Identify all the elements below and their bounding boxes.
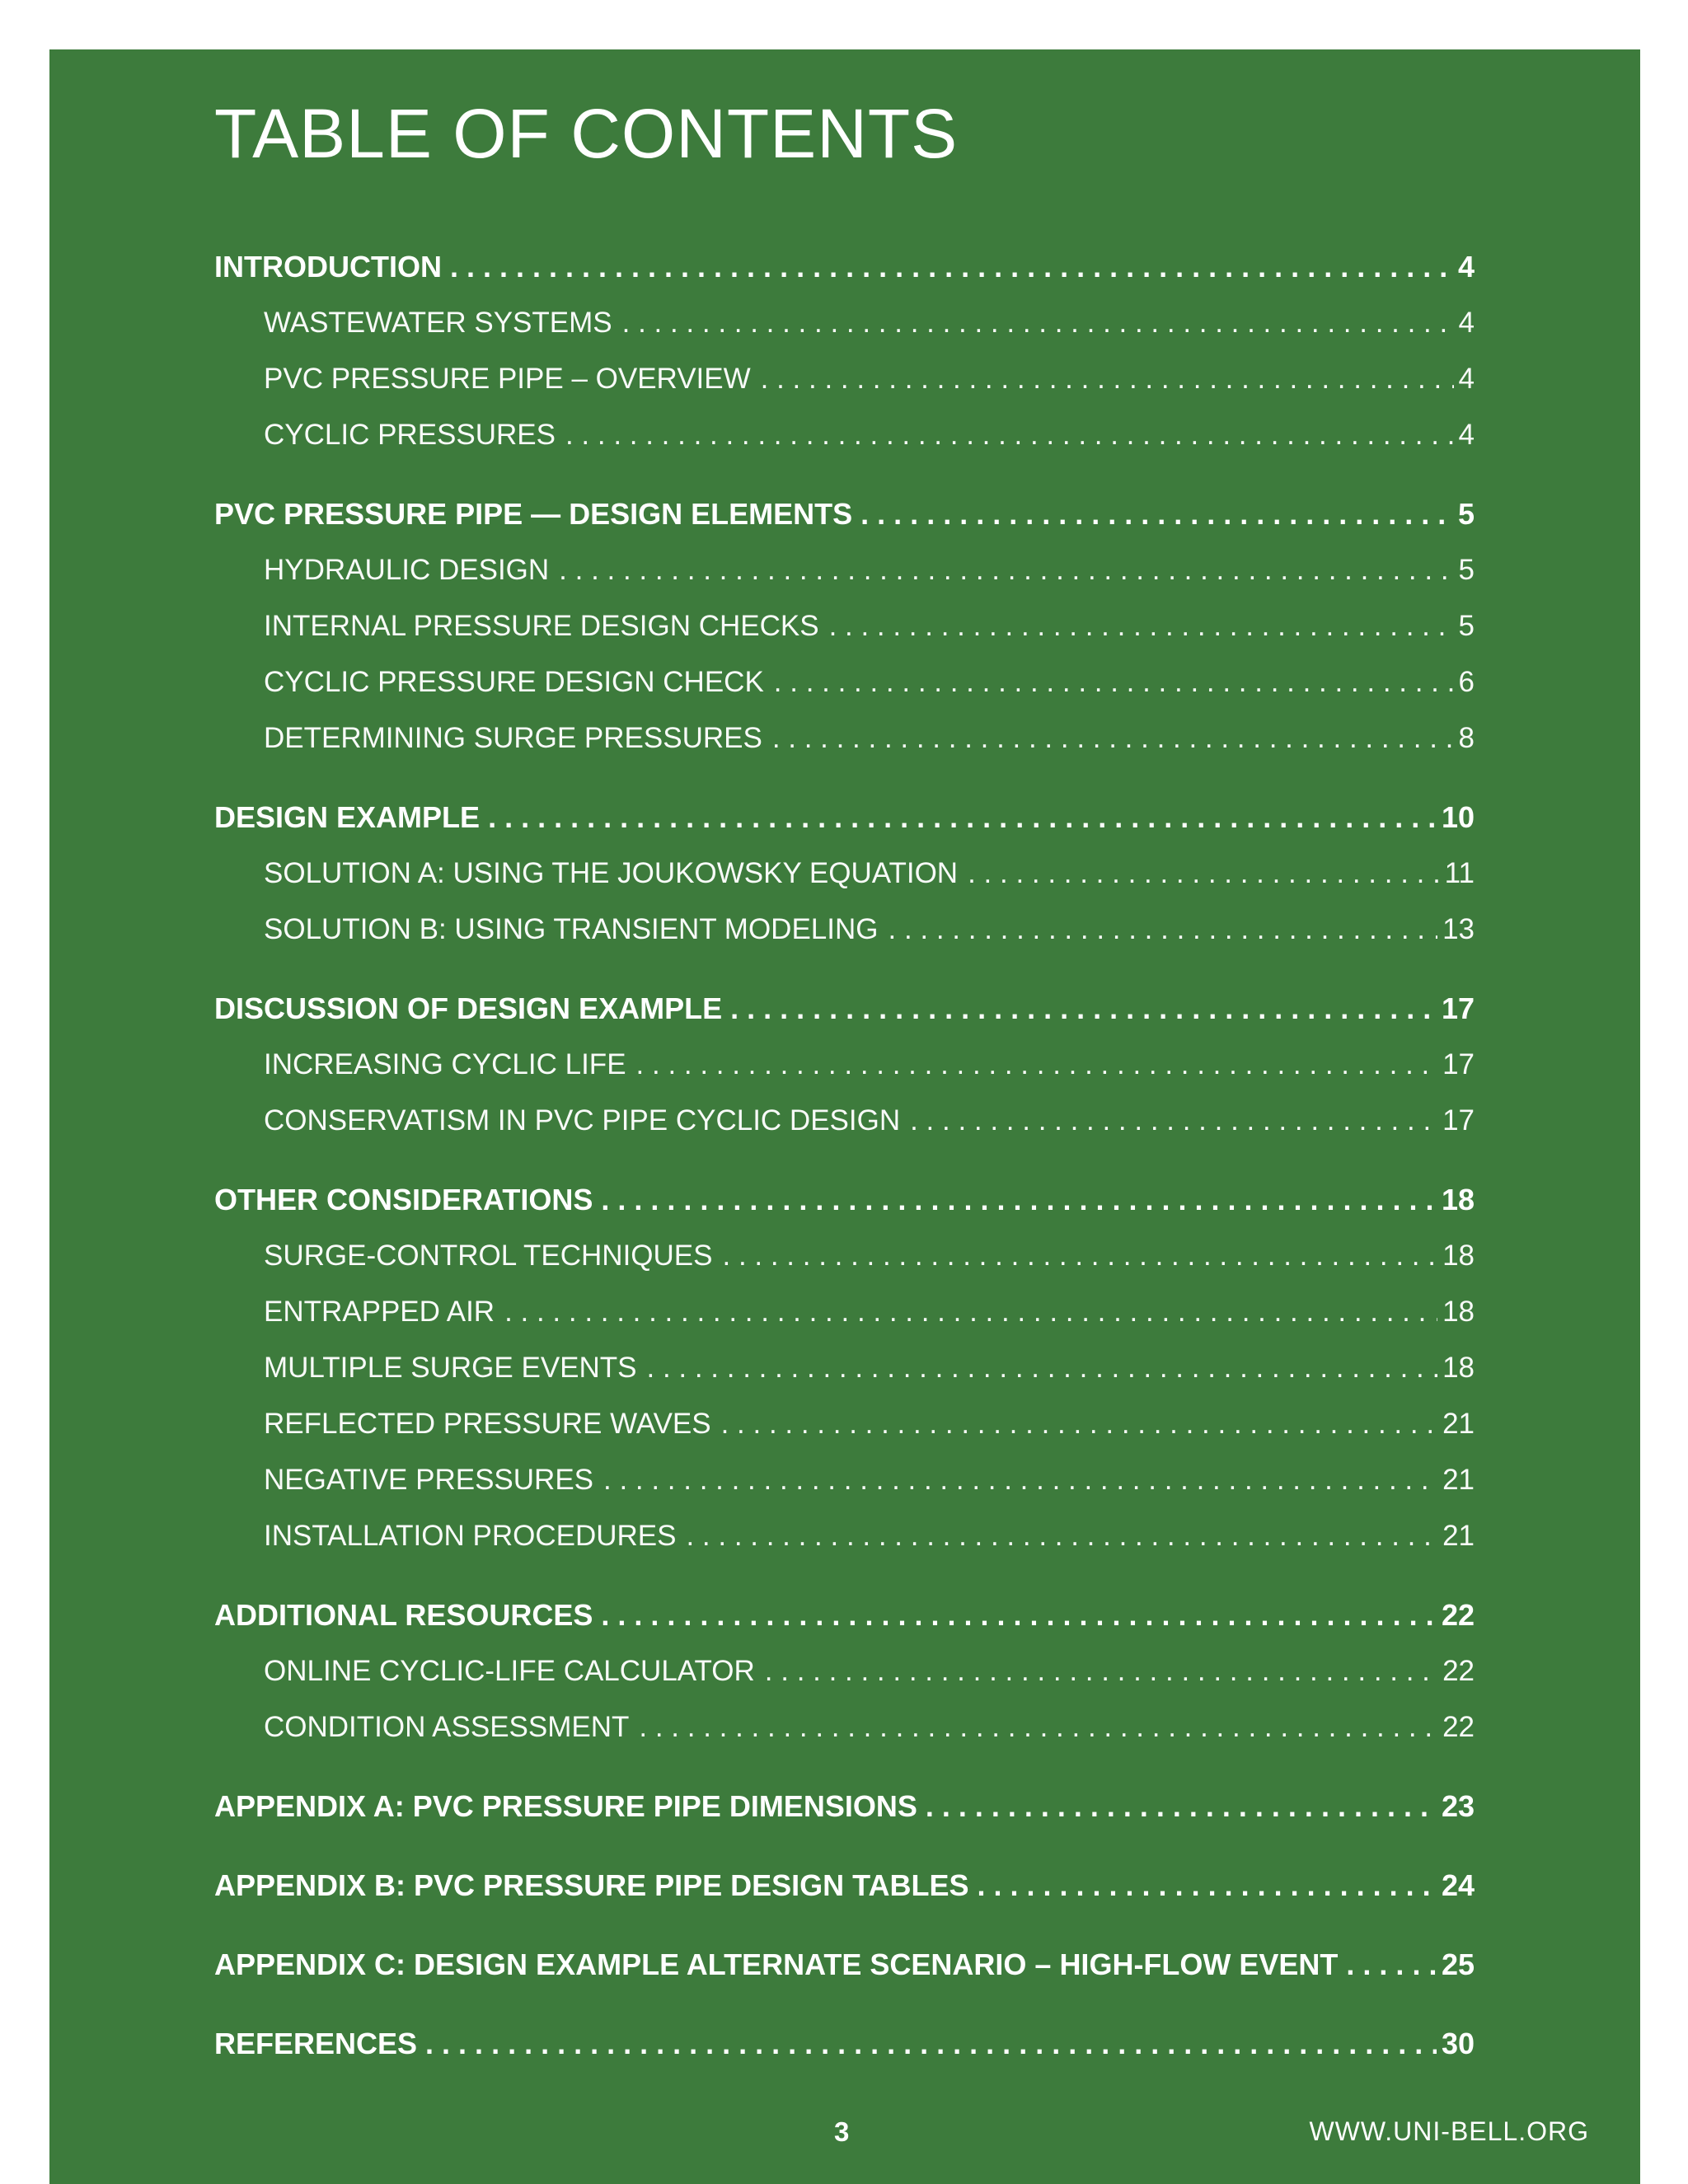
toc-heading-label: INTRODUCTION bbox=[214, 250, 442, 284]
toc-subentry-page-number: 21 bbox=[1442, 1520, 1475, 1552]
toc-subentry-page-number: 18 bbox=[1442, 1352, 1475, 1384]
toc-subentry-label: HYDRAULIC DESIGN bbox=[264, 554, 550, 586]
toc-section bbox=[214, 1587, 1475, 1755]
toc-subentry[interactable] bbox=[214, 654, 1475, 710]
toc-subentry-label: PVC PRESSURE PIPE – OVERVIEW bbox=[264, 363, 751, 395]
dot-leader bbox=[774, 654, 1454, 710]
toc-subentry-label: WASTEWATER SYSTEMS bbox=[264, 307, 612, 339]
dot-leader bbox=[889, 902, 1438, 958]
toc-heading[interactable] bbox=[214, 486, 1475, 542]
footer-url: WWW.UNI-BELL.ORG bbox=[1309, 2116, 1589, 2146]
toc-subentry-label: ENTRAPPED AIR bbox=[264, 1296, 495, 1328]
toc-subentry-page-number: 18 bbox=[1442, 1296, 1475, 1328]
toc-subentry-page-number: 17 bbox=[1442, 1104, 1475, 1137]
toc-subentry[interactable] bbox=[214, 1452, 1475, 1508]
toc-panel bbox=[49, 49, 1640, 2184]
dot-leader bbox=[765, 1643, 1437, 1699]
toc-subentry[interactable] bbox=[214, 407, 1475, 463]
toc-subentry[interactable] bbox=[214, 1340, 1475, 1396]
toc-heading[interactable] bbox=[214, 1172, 1475, 1228]
toc-subentry-label: SURGE-CONTROL TECHNIQUES bbox=[264, 1240, 713, 1272]
toc-subentry-page-number: 4 bbox=[1458, 307, 1475, 339]
dot-leader bbox=[559, 542, 1453, 598]
toc-heading[interactable] bbox=[214, 1858, 1475, 1914]
toc-heading-page-number: 25 bbox=[1441, 1947, 1475, 1981]
toc-heading-label: APPENDIX A: PVC PRESSURE PIPE DIMENSIONS bbox=[214, 1789, 917, 1823]
toc-heading-page-number: 24 bbox=[1441, 1868, 1475, 1902]
toc-subentry-label: INTERNAL PRESSURE DESIGN CHECKS bbox=[264, 610, 819, 642]
toc-subentry-label: NEGATIVE PRESSURES bbox=[264, 1464, 594, 1496]
toc-heading-label: PVC PRESSURE PIPE — DESIGN ELEMENTS bbox=[214, 497, 853, 531]
toc-subentry-page-number: 21 bbox=[1442, 1464, 1475, 1496]
toc-subentry-label: SOLUTION B: USING TRANSIENT MODELING bbox=[264, 913, 879, 945]
toc-heading-page-number: 5 bbox=[1457, 497, 1475, 531]
toc-heading-label: APPENDIX B: PVC PRESSURE PIPE DESIGN TABLES bbox=[214, 1868, 969, 1902]
dot-leader bbox=[601, 1587, 1437, 1643]
toc-subentry-label: SOLUTION A: USING THE JOUKOWSKY EQUATION bbox=[264, 857, 959, 889]
toc-subentry[interactable] bbox=[214, 846, 1475, 902]
toc-subentry[interactable] bbox=[214, 1396, 1475, 1452]
toc-section bbox=[214, 1937, 1475, 1993]
toc-subentry-page-number: 4 bbox=[1458, 419, 1475, 451]
dot-leader bbox=[721, 1396, 1437, 1452]
toc-heading[interactable] bbox=[214, 239, 1475, 295]
toc-heading[interactable] bbox=[214, 1937, 1475, 1993]
toc-subentry-label: MULTIPLE SURGE EVENTS bbox=[264, 1352, 637, 1384]
toc-subentry-page-number: 22 bbox=[1442, 1711, 1475, 1743]
toc-subentry[interactable] bbox=[214, 1699, 1475, 1755]
toc-heading-label: DISCUSSION OF DESIGN EXAMPLE bbox=[214, 991, 723, 1025]
toc-heading[interactable] bbox=[214, 981, 1475, 1037]
toc-subentry[interactable] bbox=[214, 542, 1475, 598]
footer-page-number: 3 bbox=[834, 2116, 850, 2147]
toc-section bbox=[214, 486, 1475, 766]
toc-section bbox=[214, 1172, 1475, 1564]
toc-subentry-page-number: 22 bbox=[1442, 1655, 1475, 1687]
toc-subentry[interactable] bbox=[214, 1037, 1475, 1093]
toc-subentry-page-number: 5 bbox=[1458, 554, 1475, 586]
toc-heading[interactable] bbox=[214, 790, 1475, 846]
dot-leader bbox=[425, 2016, 1437, 2072]
toc-subentry-page-number: 13 bbox=[1442, 913, 1475, 945]
toc-subentry-page-number: 18 bbox=[1442, 1240, 1475, 1272]
toc-subentry[interactable] bbox=[214, 1093, 1475, 1149]
toc-subentry-page-number: 4 bbox=[1458, 363, 1475, 395]
toc-subentry-label: REFLECTED PRESSURE WAVES bbox=[264, 1408, 711, 1440]
toc-subentry[interactable] bbox=[214, 710, 1475, 766]
page-title: TABLE OF CONTENTS bbox=[214, 95, 959, 172]
dot-leader bbox=[647, 1340, 1438, 1396]
toc-section bbox=[214, 2016, 1475, 2072]
toc-subentry-page-number: 21 bbox=[1442, 1408, 1475, 1440]
dot-leader bbox=[504, 1284, 1437, 1340]
toc-subentry-page-number: 8 bbox=[1458, 722, 1475, 754]
toc-subentry[interactable] bbox=[214, 1508, 1475, 1564]
toc-subentry[interactable] bbox=[214, 1284, 1475, 1340]
toc-subentry[interactable] bbox=[214, 351, 1475, 407]
toc-subentry-page-number: 17 bbox=[1442, 1048, 1475, 1080]
toc-heading[interactable] bbox=[214, 2016, 1475, 2072]
dot-leader bbox=[761, 351, 1454, 407]
toc-section bbox=[214, 1858, 1475, 1914]
toc-heading-page-number: 18 bbox=[1441, 1183, 1475, 1216]
toc-subentry-page-number: 6 bbox=[1458, 666, 1475, 698]
toc-subentry-page-number: 11 bbox=[1444, 857, 1475, 889]
toc-subentry[interactable] bbox=[214, 1228, 1475, 1284]
toc-subentry-label: ONLINE CYCLIC-LIFE CALCULATOR bbox=[264, 1655, 755, 1687]
dot-leader bbox=[636, 1037, 1438, 1093]
toc-heading-label: REFERENCES bbox=[214, 2027, 418, 2060]
dot-leader bbox=[926, 1779, 1437, 1835]
dot-leader bbox=[488, 790, 1437, 846]
toc-subentry-page-number: 5 bbox=[1458, 610, 1475, 642]
toc-subentry-label: CONDITION ASSESSMENT bbox=[264, 1711, 630, 1743]
toc-subentry[interactable] bbox=[214, 598, 1475, 654]
dot-leader bbox=[686, 1508, 1437, 1564]
toc-heading-label: OTHER CONSIDERATIONS bbox=[214, 1183, 593, 1216]
toc-heading-page-number: 10 bbox=[1441, 800, 1475, 834]
dot-leader bbox=[772, 710, 1454, 766]
toc-subentry-label: CYCLIC PRESSURE DESIGN CHECK bbox=[264, 666, 764, 698]
dot-leader bbox=[639, 1699, 1437, 1755]
toc-section bbox=[214, 239, 1475, 463]
dot-leader bbox=[829, 598, 1454, 654]
toc-subentry[interactable] bbox=[214, 1643, 1475, 1699]
toc-heading[interactable] bbox=[214, 1587, 1475, 1643]
dot-leader bbox=[603, 1452, 1437, 1508]
dot-leader bbox=[968, 846, 1440, 902]
toc-subentry[interactable] bbox=[214, 902, 1475, 958]
toc-subentry-label: CYCLIC PRESSURES bbox=[264, 419, 556, 451]
toc-heading-page-number: 4 bbox=[1457, 250, 1475, 284]
toc-section bbox=[214, 790, 1475, 958]
dot-leader bbox=[565, 407, 1454, 463]
dot-leader bbox=[978, 1858, 1437, 1914]
toc-heading-page-number: 23 bbox=[1441, 1789, 1475, 1823]
dot-leader bbox=[601, 1172, 1437, 1228]
toc-heading-label: ADDITIONAL RESOURCES bbox=[214, 1598, 593, 1632]
toc-subentry[interactable] bbox=[214, 295, 1475, 351]
dot-leader bbox=[450, 239, 1453, 295]
dot-leader bbox=[730, 981, 1437, 1037]
table-of-contents bbox=[214, 239, 1475, 2095]
toc-subentry-label: CONSERVATISM IN PVC PIPE CYCLIC DESIGN bbox=[264, 1104, 901, 1137]
toc-heading-label: DESIGN EXAMPLE bbox=[214, 800, 481, 834]
dot-leader bbox=[723, 1228, 1438, 1284]
dot-leader bbox=[1346, 1937, 1437, 1993]
toc-heading-label: APPENDIX C: DESIGN EXAMPLE ALTERNATE SCENARIO – HIGH-FLOW EVENT bbox=[214, 1947, 1339, 1981]
toc-heading-page-number: 17 bbox=[1441, 991, 1475, 1025]
toc-subentry-label: INSTALLATION PROCEDURES bbox=[264, 1520, 677, 1552]
toc-heading-page-number: 22 bbox=[1441, 1598, 1475, 1632]
toc-subentry-label: DETERMINING SURGE PRESSURES bbox=[264, 722, 762, 754]
toc-heading-page-number: 30 bbox=[1441, 2027, 1475, 2060]
toc-section bbox=[214, 981, 1475, 1149]
toc-subentry-label: INCREASING CYCLIC LIFE bbox=[264, 1048, 626, 1080]
toc-section bbox=[214, 1779, 1475, 1835]
dot-leader bbox=[910, 1093, 1437, 1149]
toc-heading[interactable] bbox=[214, 1779, 1475, 1835]
dot-leader bbox=[860, 486, 1453, 542]
dot-leader bbox=[622, 295, 1454, 351]
